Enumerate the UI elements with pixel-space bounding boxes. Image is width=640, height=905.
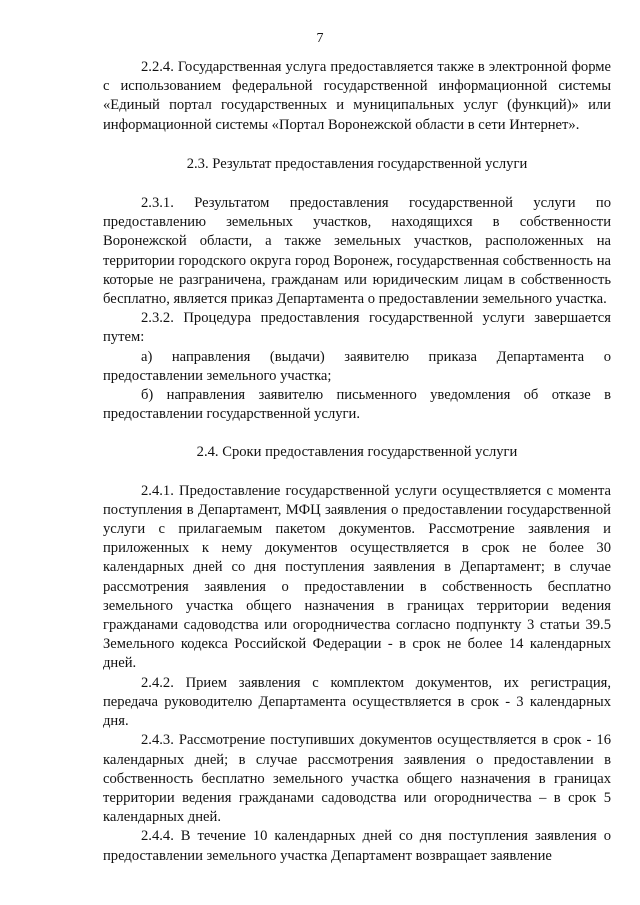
paragraph-2-3-2: 2.3.2. Процедура предоставления государственной услуги завершается путем: xyxy=(103,310,611,346)
document-body xyxy=(103,58,611,866)
paragraph-2-3-2-a: а) направления (выдачи) заявителю приказа Департамента о предоставлении земельного участка; xyxy=(103,348,611,384)
paragraph-2-4-3: 2.4.3. Рассмотрение поступивших документов осуществляется в срок - 16 календарных дней; в случае рассмотрения заявления о предоставлении в собственность бесплатно земельного участка общего назначения в границах территории ведения гражданами садоводства или огородничества – в срок 5 календарных дней. xyxy=(103,732,611,826)
page-number: 7 xyxy=(316,31,324,46)
paragraph-2-4-1: 2.4.1. Предоставление государственной услуги осуществляется с момента поступления в Департамент, МФЦ заявления о предоставлении государственной услуги с прилагаемым пакетом документов. Рассмотрение заявления и приложенных к нему документов осуществляется в срок не более 30 календарных дней со дня поступления заявления в Департамент; в случае рассмотрения заявления о предоставлении в собственность бесплатно земельного участка общего назначения в границах территории ведения гражданами садоводства или огородничества согласно подпункту 3 статьи 39.5 Земельного кодекса Российской Федерации - в срок не более 14 календарных дней. xyxy=(103,482,611,672)
paragraph-2-3-1: 2.3.1. Результатом предоставления государственной услуги по предоставлению земельных участков, находящихся в собственности Воронежской области, а также земельных участков, расположенных на территории городского округа город Воронеж, государственная собственность на которые не разграничена, гражданам или юридическим лицам в собственность бесплатно, является приказ Департамента о предоставлении земельного участка. xyxy=(103,195,611,308)
section-heading-2-4: 2.4. Сроки предоставления государственной услуги xyxy=(196,444,518,461)
paragraph-2-4-4: 2.4.4. В течение 10 календарных дней со дня поступления заявления о предоставлении земельного участка Департамент возвращает заявление xyxy=(103,828,611,864)
paragraph-2-3-2-b: б) направления заявителю письменного уведомления об отказе в предоставлении государственной услуги. xyxy=(103,387,611,423)
paragraph-2-2-4: 2.2.4. Государственная услуга предоставляется также в электронной форме с использованием федеральной государственной информационной системы «Единый портал государственных и муниципальных услуг (функций)» или информационной системы «Портал Воронежской области в сети Интернет». xyxy=(103,59,611,133)
section-heading-2-3: 2.3. Результат предоставления государственной услуги xyxy=(186,155,528,172)
paragraph-2-4-2: 2.4.2. Прием заявления с комплектом документов, их регистрация, передача руководителю Департамента осуществляется в срок - 3 календарных дня. xyxy=(103,674,611,730)
